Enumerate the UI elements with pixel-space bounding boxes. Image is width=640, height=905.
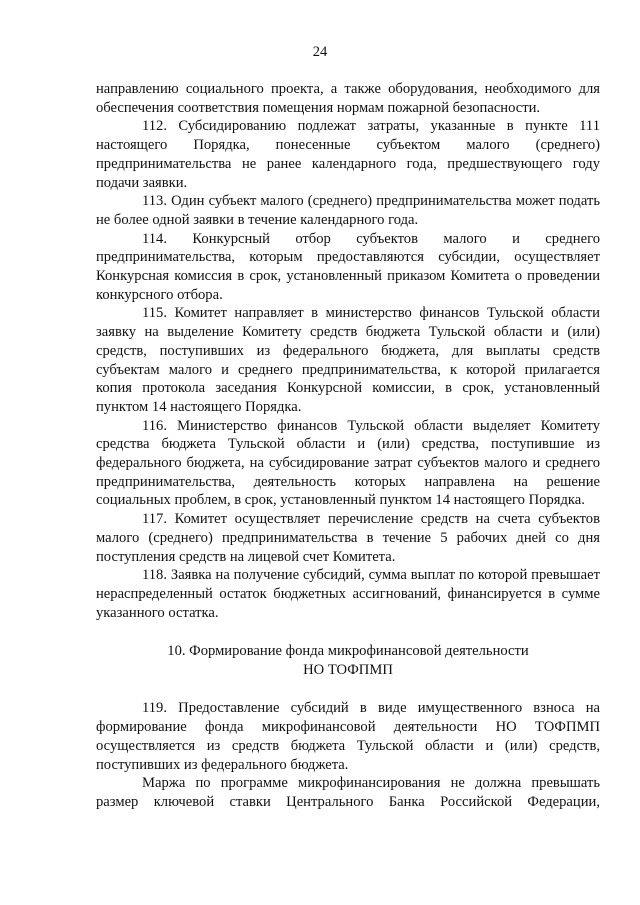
paragraph-119: 119. Предоставление субсидий в виде имущественного взноса на формирование фонда микрофинансовой деятельности НО ТОФПМП осуществляется из средств бюджета Тульской области и (или) средств, поступивших из федерального бюджета. xyxy=(96,700,600,773)
paragraph-113: 113. Один субъект малого (среднего) предпринимательства может подать не более одной заявки в течение календарного года. xyxy=(96,193,600,228)
paragraph-115: 115. Комитет направляет в министерство финансов Тульской области заявку на выделение Комитету средств бюджета Тульской области и (или) средств, поступивших из федерального бюджета, для выплаты средств субъектам малого и среднего предпринимательства, к которой прилагается копия протокола заседания Конкурсной комиссии, в срок, установленный пунктом 14 настоящего Порядка. xyxy=(96,305,600,415)
document-body xyxy=(96,80,600,812)
paragraph-margin: Маржа по программе микрофинансирования не должна превышать размер ключевой ставки Центрального Банка Российской Федерации, xyxy=(96,775,600,810)
paragraph-116: 116. Министерство финансов Тульской области выделяет Комитету средства бюджета Тульской области и (или) средства, поступившие из федерального бюджета, на субсидирование затрат субъектов малого и среднего предпринимательства, деятельность которых направлена на решение социальных проблем, в срок, установленный пунктом 14 настоящего Порядка. xyxy=(96,417,600,509)
paragraph-117: 117. Комитет осуществляет перечисление средств на счета субъектов малого (среднего) предпринимательства в течение 5 рабочих дней со дня поступления средств на лицевой счет Комитета. xyxy=(96,511,600,565)
page-number: 24 xyxy=(312,44,328,60)
paragraph-112: 112. Субсидированию подлежат затраты, указанные в пункте 111 настоящего Порядка, понесенные субъектом малого (среднего) предпринимательства не ранее календарного года, предшествующего году подачи заявки. xyxy=(96,118,600,191)
paragraph-118: 118. Заявка на получение субсидий, сумма выплат по которой превышает нераспределенный остаток бюджетных ассигнований, финансируется в сумме указанного остатка. xyxy=(96,567,600,621)
section-heading-line1: 10. Формирование фонда микрофинансовой деятельности xyxy=(167,643,529,660)
section-heading-line2: НО ТОФПМП xyxy=(303,662,393,679)
paragraph-114: 114. Конкурсный отбор субъектов малого и среднего предпринимательства, которым предоставляются субсидии, осуществляет Конкурсная комиссия в срок, установленный приказом Комитета о проведении конкурсного отбора. xyxy=(96,230,600,303)
section-heading xyxy=(96,642,600,680)
paragraph-continuation: направлению социального проекта, а также оборудования, необходимого для обеспечения соответствия помещения нормам пожарной безопасности. xyxy=(96,81,600,116)
